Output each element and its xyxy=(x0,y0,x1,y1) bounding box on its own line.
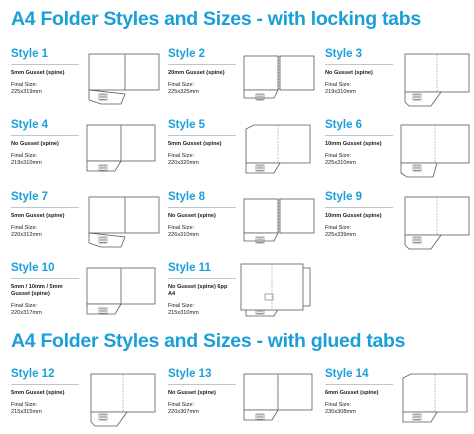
style-title: Style 8 xyxy=(168,191,206,203)
folder-diagram xyxy=(87,374,157,428)
folder-outline xyxy=(244,56,314,98)
folder-outline xyxy=(87,125,155,171)
gusset-spec: 5mm Gusset (spine) xyxy=(168,141,222,147)
gusset-spec: No Gusset (spine) xyxy=(168,390,216,396)
final-size-label: Final Size: xyxy=(11,402,38,408)
gusset-spec: No Gusset (spine) xyxy=(325,70,373,76)
locking-tabs-heading: A4 Folder Styles and Sizes - with locking tabs xyxy=(11,8,421,30)
final-size-value: 225x319mm xyxy=(11,89,42,95)
folder-diagram xyxy=(401,54,471,108)
title-underline xyxy=(11,135,79,136)
title-underline xyxy=(168,384,236,385)
gusset-spec: 20mm Gusset (spine) xyxy=(168,70,225,76)
style-title: Style 3 xyxy=(325,48,363,60)
glued-style-card xyxy=(11,368,161,434)
folder-outline xyxy=(244,199,314,241)
final-size-value: 220x317mm xyxy=(11,310,42,316)
title-underline xyxy=(11,278,79,279)
style-title: Style 9 xyxy=(325,191,363,203)
folder-diagram xyxy=(401,125,471,179)
final-size-label: Final Size: xyxy=(11,225,38,231)
title-underline xyxy=(325,135,393,136)
final-size-label: Final Size: xyxy=(11,153,38,159)
title-underline xyxy=(168,64,236,65)
style-title: Style 1 xyxy=(11,48,49,60)
locking-style-card xyxy=(11,262,161,328)
style-title: Style 6 xyxy=(325,119,363,131)
style-title: Style 10 xyxy=(11,262,55,274)
gusset-spec: 5mm Gusset (spine) xyxy=(11,70,65,76)
folder-diagram xyxy=(244,374,314,428)
folder-outline xyxy=(403,374,467,422)
title-underline xyxy=(11,207,79,208)
final-size-value: 215x310mm xyxy=(168,310,199,316)
locking-style-card xyxy=(168,119,318,185)
style-title: Style 12 xyxy=(11,368,55,380)
style-title: Style 11 xyxy=(168,262,211,274)
folder-outline xyxy=(401,125,469,177)
final-size-label: Final Size: xyxy=(11,82,38,88)
folder-outline xyxy=(405,197,469,249)
style-title: Style 14 xyxy=(325,368,369,380)
folder-outline xyxy=(246,125,310,173)
locking-style-card xyxy=(325,191,474,257)
locking-style-card xyxy=(325,48,474,114)
folder-diagram xyxy=(244,54,314,108)
folder-outline xyxy=(89,197,159,247)
final-size-value: 220x312mm xyxy=(11,232,42,238)
title-underline xyxy=(325,64,393,65)
folder-outline xyxy=(244,374,312,420)
final-size-label: Final Size: xyxy=(325,402,352,408)
folder-diagram xyxy=(244,125,314,179)
final-size-label: Final Size: xyxy=(168,225,195,231)
folder-diagram-extra xyxy=(241,264,311,318)
final-size-label: Final Size: xyxy=(168,303,195,309)
locking-style-card xyxy=(11,119,161,185)
title-underline xyxy=(325,384,393,385)
style-title: Style 2 xyxy=(168,48,206,60)
gusset-spec: No Gusset (spine) 6pp A4 xyxy=(168,284,228,297)
gusset-spec: No Gusset (spine) xyxy=(11,141,59,147)
locking-style-card xyxy=(168,191,318,257)
glued-style-card xyxy=(168,368,318,434)
final-size-value: 225x339mm xyxy=(325,232,356,238)
folder-outline xyxy=(241,264,303,310)
final-size-label: Final Size: xyxy=(168,153,195,159)
final-size-value: 220x307mm xyxy=(168,409,199,415)
folder-diagram xyxy=(401,197,471,251)
final-size-label: Final Size: xyxy=(168,82,195,88)
style-title: Style 7 xyxy=(11,191,49,203)
title-underline xyxy=(325,207,393,208)
final-size-value: 215x315mm xyxy=(11,409,42,415)
final-size-label: Final Size: xyxy=(325,153,352,159)
folder-outline xyxy=(91,374,155,426)
gusset-spec: 5mm / 10mm / 5mm Gusset (spine) xyxy=(11,284,63,297)
style-title: Style 13 xyxy=(168,368,212,380)
final-size-value: 219x310mm xyxy=(325,89,356,95)
final-size-value: 225x310mm xyxy=(325,160,356,166)
gusset-spec: No Gusset (spine) xyxy=(168,213,216,219)
final-size-label: Final Size: xyxy=(325,82,352,88)
final-size-value: 225x325mm xyxy=(168,89,199,95)
folder-diagram xyxy=(87,268,157,322)
final-size-label: Final Size: xyxy=(325,225,352,231)
folder-outline xyxy=(89,54,159,104)
final-size-value: 230x308mm xyxy=(325,409,356,415)
final-size-value: 226x310mm xyxy=(168,232,199,238)
folder-diagram xyxy=(87,125,157,179)
title-underline xyxy=(11,384,79,385)
gusset-spec: 10mm Gusset (spine) xyxy=(325,141,382,147)
final-size-value: 220x320mm xyxy=(168,160,199,166)
gusset-spec: 6mm Gusset (spine) xyxy=(325,390,379,396)
final-size-label: Final Size: xyxy=(11,303,38,309)
title-underline xyxy=(168,278,236,279)
locking-style-card xyxy=(11,191,161,257)
folder-diagram xyxy=(87,197,157,251)
folder-diagram xyxy=(244,197,314,251)
glued-style-card xyxy=(325,368,474,434)
style-title: Style 4 xyxy=(11,119,49,131)
locking-style-card xyxy=(325,119,474,185)
final-size-label: Final Size: xyxy=(168,402,195,408)
locking-style-card xyxy=(11,48,161,114)
folder-diagram xyxy=(87,54,157,108)
title-underline xyxy=(11,64,79,65)
folder-outline xyxy=(87,268,155,314)
glued-tabs-heading: A4 Folder Styles and Sizes - with glued tabs xyxy=(11,330,406,352)
final-size-value: 219x310mm xyxy=(11,160,42,166)
title-underline xyxy=(168,207,236,208)
gusset-spec: 10mm Gusset (spine) xyxy=(325,213,382,219)
folder-diagram xyxy=(401,374,471,428)
style-title: Style 5 xyxy=(168,119,206,131)
locking-style-card xyxy=(168,48,318,114)
folder-outline xyxy=(405,54,469,106)
gusset-spec: 5mm Gusset (spine) xyxy=(11,213,65,219)
gusset-spec: 5mm Gusset (spine) xyxy=(11,390,65,396)
title-underline xyxy=(168,135,236,136)
